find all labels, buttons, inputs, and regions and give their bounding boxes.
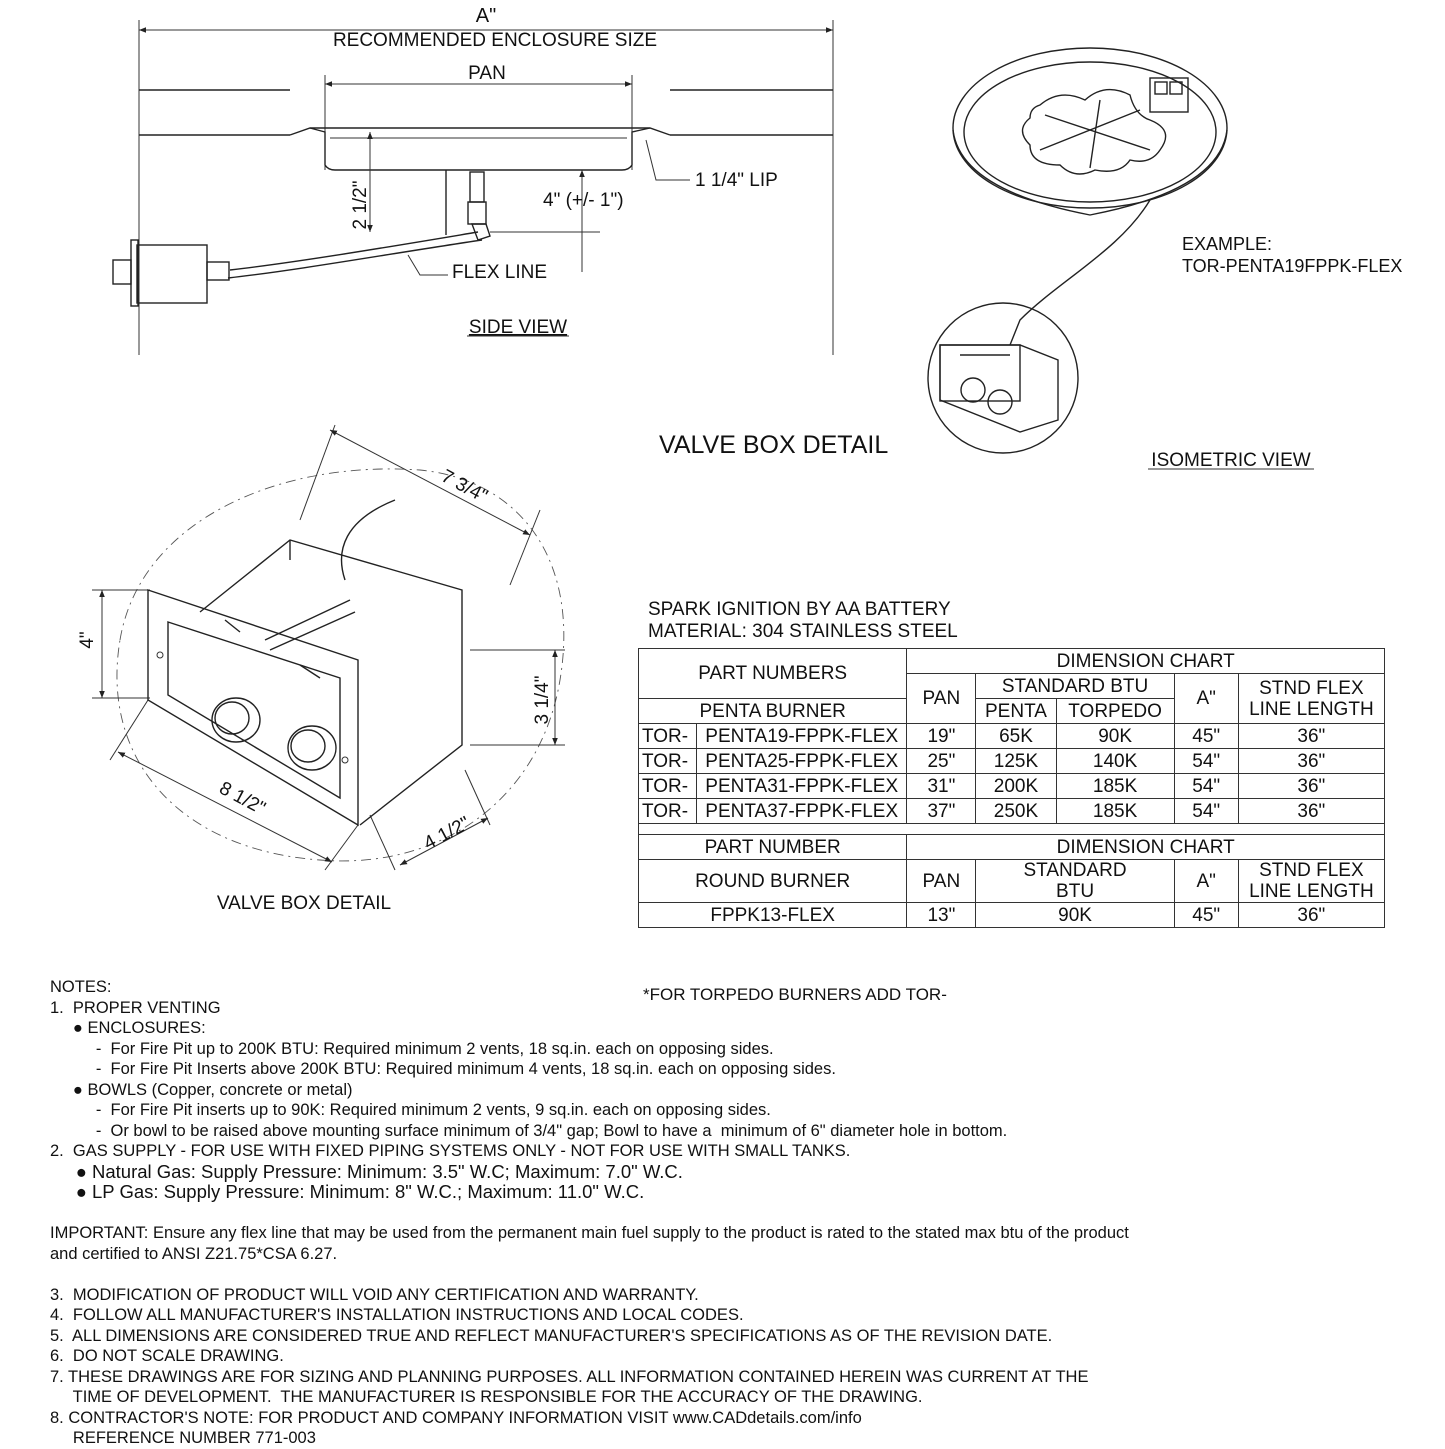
table-row: [639, 749, 1385, 774]
round-header-flex-length: [1238, 860, 1384, 903]
round-header-standard: STANDARD: [1023, 860, 1127, 881]
note-line: 5. ALL DIMENSIONS ARE CONSIDERED TRUE AND REFLECT MANUFACTURER'S SPECIFICATIONS AS OF THE REVISION DATE.: [50, 1326, 1053, 1345]
cell-flex: 36": [1238, 749, 1384, 774]
cell-part: PENTA31-FPPK-FLEX: [697, 774, 907, 799]
example-label: EXAMPLE:: [1182, 234, 1273, 254]
note-important: IMPORTANT: Ensure any flex line that may be used from the permanent main fuel supply to the product is rated to the stated max btu of the product: [50, 1224, 1129, 1242]
note-line: ● Natural Gas: Supply Pressure: Minimum: 3.5" W.C; Maximum: 7.0" W.C.: [50, 1160, 683, 1182]
note-line: ● ENCLOSURES:: [50, 1019, 206, 1037]
cell-flex: 36": [1238, 903, 1384, 928]
cell-torpedo-btu: 90K: [1056, 724, 1174, 749]
round-header-btu: BTU: [1056, 881, 1095, 902]
cell-a: 54": [1174, 774, 1238, 799]
torpedo-note: *FOR TORPEDO BURNERS ADD TOR-: [643, 985, 947, 1004]
cell-a: 54": [1174, 799, 1238, 824]
table-row: [639, 903, 1385, 928]
cell-torpedo-btu: 185K: [1056, 799, 1174, 824]
note-line: 1. PROPER VENTING: [50, 998, 221, 1017]
enclosure-label: RECOMMENDED ENCLOSURE SIZE: [332, 30, 658, 51]
cell-pan: 19": [907, 724, 976, 749]
box-height-right-label: 3 1/4": [532, 675, 553, 725]
example-value: TOR-PENTA19FPPK-FLEX: [1182, 256, 1403, 276]
note-line: - Or bowl to be raised above mounting surface minimum of 3/4" gap; Bowl to have a minimum of 6" diameter hole in bottom.: [50, 1121, 1008, 1140]
round-header-part-number: PART NUMBER: [639, 835, 907, 860]
note-line: 7. THESE DRAWINGS ARE FOR SIZING AND PLANNING PURPOSES. ALL INFORMATION CONTAINED HEREIN WAS CURRENT AT THE: [50, 1367, 1089, 1386]
cell-prefix: TOR-: [639, 774, 697, 799]
cell-flex: 36": [1238, 774, 1384, 799]
cell-a: 45": [1174, 724, 1238, 749]
header-penta-burner: PENTA BURNER: [639, 699, 907, 724]
box-width-label: 8 1/2": [215, 777, 269, 820]
valve-box-detail-top-title: VALVE BOX DETAIL: [659, 431, 889, 459]
cell-pan: 31": [907, 774, 976, 799]
cell-flex: 36": [1238, 724, 1384, 749]
cell-penta-btu: 200K: [976, 774, 1056, 799]
table-spacer: [639, 824, 1385, 835]
round-header-pan: PAN: [907, 860, 976, 903]
round-header-a: A": [1174, 860, 1238, 903]
spec-ignition: SPARK IGNITION BY AA BATTERY: [648, 599, 951, 620]
header-line-length: LINE LENGTH: [1249, 698, 1374, 720]
header-part-numbers: PART NUMBERS: [639, 649, 907, 699]
box-depth-label: 4 1/2": [420, 812, 474, 855]
note-line: - For Fire Pit up to 200K BTU: Required minimum 2 vents, 18 sq.in. each on opposing sides.: [50, 1039, 774, 1058]
spec-caption: [648, 599, 958, 643]
cell-prefix: TOR-: [639, 749, 697, 774]
note-spacer: [50, 1264, 1350, 1285]
flex-line-label: FLEX LINE: [452, 262, 548, 283]
cell-part: FPPK13-FLEX: [639, 903, 907, 928]
header-dimension-chart: DIMENSION CHART: [907, 649, 1385, 674]
cell-prefix: TOR-: [639, 724, 697, 749]
cell-btu: 90K: [976, 903, 1174, 928]
round-header-line-length: LINE LENGTH: [1249, 881, 1374, 902]
cell-part: PENTA37-FPPK-FLEX: [697, 799, 907, 824]
note-line: and certified to ANSI Z21.75*CSA 6.27.: [50, 1244, 338, 1263]
note-line: 8. CONTRACTOR'S NOTE: FOR PRODUCT AND COMPANY INFORMATION VISIT www.CADdetails.com/info: [50, 1408, 862, 1427]
cell-part: PENTA19-FPPK-FLEX: [697, 724, 907, 749]
height-label: 4" (+/- 1"): [543, 190, 624, 211]
dim-a-label: A": [475, 5, 497, 27]
note-line: ● LP Gas: Supply Pressure: Minimum: 8" W.C.; Maximum: 11.0" W.C.: [50, 1181, 645, 1202]
header-flex-length: [1238, 674, 1384, 724]
round-header-round-burner: ROUND BURNER: [639, 860, 907, 903]
note-reference: REFERENCE NUMBER 771-003: [50, 1429, 316, 1447]
pan-label: PAN: [468, 63, 506, 84]
table-row: [639, 799, 1385, 824]
valve-box-detail-title: VALVE BOX DETAIL: [216, 893, 392, 914]
header-a: A": [1174, 674, 1238, 724]
header-pan: PAN: [907, 674, 976, 724]
notes-heading: NOTES:: [50, 978, 112, 996]
cell-a: 54": [1174, 749, 1238, 774]
header-penta: PENTA: [976, 699, 1056, 724]
cell-pan: 37": [907, 799, 976, 824]
cell-torpedo-btu: 185K: [1056, 774, 1174, 799]
valve-box-drawing: [92, 425, 565, 870]
note-line: 4. FOLLOW ALL MANUFACTURER'S INSTALLATION INSTRUCTIONS AND LOCAL CODES.: [50, 1306, 744, 1324]
note-line: - For Fire Pit Inserts above 200K BTU: Required minimum 4 vents, 18 sq.in. each on opposing sides.: [50, 1060, 836, 1078]
note-spacer: [50, 1203, 1350, 1224]
spec-material: MATERIAL: 304 STAINLESS STEEL: [648, 621, 958, 642]
note-line: TIME OF DEVELOPMENT. THE MANUFACTURER IS RESPONSIBLE FOR THE ACCURACY OF THE DRAWING.: [50, 1388, 923, 1406]
lip-label: 1 1/4" LIP: [695, 170, 778, 191]
box-height-left-label: 4": [77, 631, 98, 649]
header-torpedo: TORPEDO: [1056, 699, 1174, 724]
cell-prefix: TOR-: [639, 799, 697, 824]
round-header-standard-btu: [976, 860, 1174, 903]
note-line: 6. DO NOT SCALE DRAWING.: [50, 1347, 284, 1365]
cell-part: PENTA25-FPPK-FLEX: [697, 749, 907, 774]
cell-pan: 13": [907, 903, 976, 928]
cell-flex: 36": [1238, 799, 1384, 824]
dimension-table: [638, 648, 1385, 928]
round-header-dimension-chart: DIMENSION CHART: [907, 835, 1385, 860]
cell-penta-btu: 125K: [976, 749, 1056, 774]
cell-torpedo-btu: 140K: [1056, 749, 1174, 774]
cell-penta-btu: 65K: [976, 724, 1056, 749]
note-line: - For Fire Pit inserts up to 90K: Required minimum 2 vents, 9 sq.in. each on opposing sides.: [50, 1101, 771, 1119]
side-view-title: SIDE VIEW: [468, 317, 568, 338]
round-header-stnd-flex: STND FLEX: [1259, 860, 1364, 881]
table-row: [639, 724, 1385, 749]
cell-penta-btu: 250K: [976, 799, 1056, 824]
table-row: [639, 774, 1385, 799]
notes-block: [50, 977, 1350, 1449]
header-standard-btu: STANDARD BTU: [976, 674, 1174, 699]
box-length-label: 7 3/4": [437, 465, 491, 508]
note-line: 3. MODIFICATION OF PRODUCT WILL VOID ANY CERTIFICATION AND WARRANTY.: [50, 1285, 699, 1304]
note-line: 2. GAS SUPPLY - FOR USE WITH FIXED PIPING SYSTEMS ONLY - NOT FOR USE WITH SMALL TANKS.: [50, 1142, 851, 1160]
isometric-view-title: ISOMETRIC VIEW: [1151, 450, 1311, 471]
cell-pan: 25": [907, 749, 976, 774]
depth-label: 2 1/2": [350, 180, 371, 230]
note-line: ● BOWLS (Copper, concrete or metal): [50, 1080, 353, 1099]
cell-a: 45": [1174, 903, 1238, 928]
header-stnd-flex: STND FLEX: [1259, 677, 1364, 699]
